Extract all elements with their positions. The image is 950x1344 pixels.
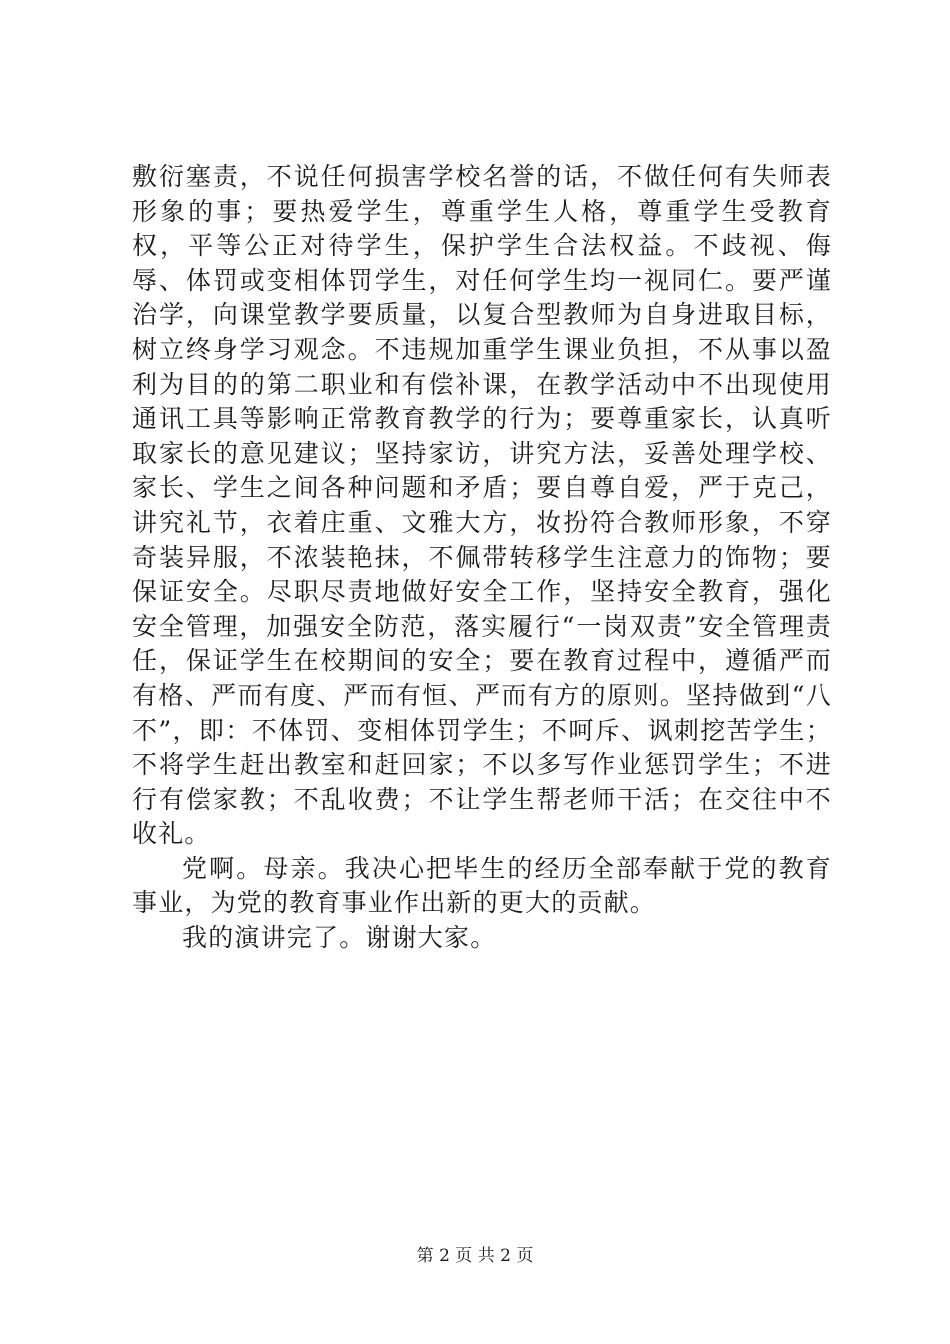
document-body (132, 160, 832, 956)
paragraph-dedication: 党啊。母亲。我决心把毕生的经历全部奉献于党的教育事业，为党的教育事业作出新的更大的贡献。 (132, 853, 832, 918)
page-number-label: 第 2 页 共 2 页 (416, 1246, 534, 1266)
page-footer (0, 1245, 950, 1267)
paragraph-closing: 我的演讲完了。谢谢大家。 (182, 923, 497, 953)
paragraph-continuation: 敷衍塞责，不说任何损害学校名誉的话，不做任何有失师表形象的事；要热爱学生，尊重学生人格，尊重学生受教育权，平等公正对待学生，保护学生合法权益。不歧视、侮辱、体罚或变相体罚学生，对任何学生均一视同仁。要严谨治学，向课堂教学要质量，以复合型教师为自身进取目标，树立终身学习观念。不违规加重学生课业负担，不从事以盈利为目的的第二职业和有偿补课，在教学活动中不出现使用通讯工具等影响正常教育教学的行为；要尊重家长，认真听取家长的意见建议；坚持家访，讲究方法，妥善处理学校、家长、学生之间各种问题和矛盾；要自尊自爱，严于克己，讲究礼节，衣着庄重、文雅大方，妆扮符合教师形象，不穿奇装异服，不浓装艳抹，不佩带转移学生注意力的饰物；要保证安全。尽职尽责地做好安全工作，坚持安全教育，强化安全管理，加强安全防范，落实履行“一岗双责”安全管理责任，保证学生在校期间的安全；要在教育过程中，遵循严而有格、严而有度、严而有恒、严而有方的原则。坚持做到“八不”，即：不体罚、变相体罚学生；不呵斥、讽刺挖苦学生；不将学生赶出教室和赶回家；不以多写作业惩罚学生；不进行有偿家教；不乱收费；不让学生帮老师干活；在交往中不收礼。 (132, 162, 832, 849)
